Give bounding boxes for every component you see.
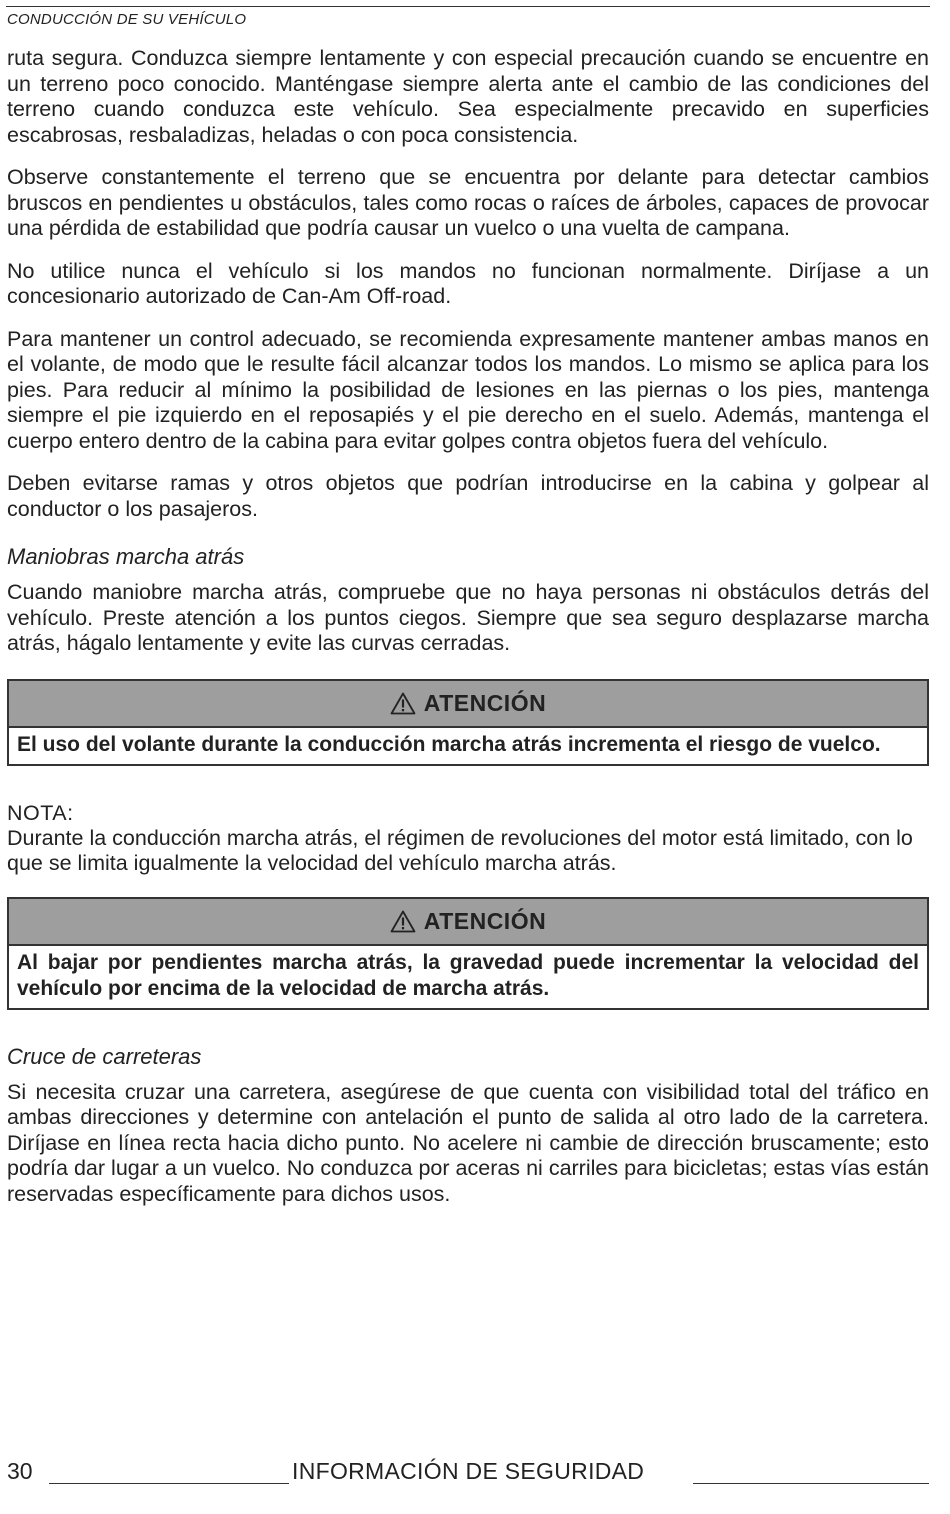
section-heading-reverse: Maniobras marcha atrás <box>7 544 245 569</box>
running-head: CONDUCCIÓN DE SU VEHÍCULO <box>7 11 247 28</box>
body-paragraph: No utilice nunca el vehículo si los mandos no funcionan normalmente. Diríjase a un concesionario autorizado de Can-Am Off-road. <box>7 258 929 308</box>
warning-triangle-icon <box>390 692 416 715</box>
warning-text: Al bajar por pendientes marcha atrás, la gravedad puede incrementar la velocidad del vehículo por encima de la velocidad de marcha atrás. <box>17 950 919 1000</box>
warning-box <box>7 897 929 1010</box>
footer-section-title: INFORMACIÓN DE SEGURIDAD <box>292 1458 645 1484</box>
note-label: NOTA: <box>7 800 74 825</box>
warning-triangle-icon <box>390 910 416 933</box>
warning-title: ATENCIÓN <box>423 689 547 716</box>
warning-header <box>9 899 927 946</box>
footer-rule-left <box>49 1483 289 1484</box>
footer-rule-right <box>693 1483 929 1484</box>
header-rule <box>6 6 930 7</box>
body-paragraph: Cuando maniobre marcha atrás, compruebe que no haya personas ni obstáculos detrás del vehículo. Preste atención a los puntos ciegos. Siempre que sea seguro desplazarse marcha atrás, hágalo lentamente y evite las curvas cerradas. <box>7 580 929 655</box>
page-content <box>7 46 929 1224</box>
note-text: Durante la conducción marcha atrás, el régimen de revoluciones del motor está limitado, con lo que se limita igualmente la velocidad del vehículo marcha atrás. <box>7 825 913 875</box>
body-paragraph: Para mantener un control adecuado, se recomienda expresamente mantener ambas manos en el volante, de modo que le resulte fácil alcanzar todos los mandos. Lo mismo se aplica para los pies. Para reducir al mínimo la posibilidad de lesiones en las piernas o los pies, mantenga siempre el pie izquierdo en el reposapiés y el pie derecho en el suelo. Además, mantenga el cuerpo entero dentro de la cabina para evitar golpes contra objetos fuera del vehículo. <box>7 326 929 453</box>
section-heading-crossing: Cruce de carreteras <box>7 1043 202 1069</box>
body-paragraph: Deben evitarse ramas y otros objetos que podrían introducirse en la cabina y golpear al conductor o los pasajeros. <box>7 471 929 521</box>
warning-box <box>7 679 929 766</box>
warning-title: ATENCIÓN <box>423 907 547 934</box>
body-paragraph: ruta segura. Conduzca siempre lentamente y con especial precaución cuando se encuentre en un terreno poco conocido. Manténgase siempre alerta ante el cambio de las condiciones del terreno cuando conduzca este vehículo. Sea especialmente precavido en superficies escabrosas, resbaladizas, heladas o con poca consistencia. <box>7 46 929 147</box>
page-footer <box>7 1458 929 1488</box>
body-paragraph: Observe constantemente el terreno que se encuentra por delante para detectar cambios bruscos en pendientes u obstáculos, tales como rocas o raíces de árboles, capaces de provocar una pérdida de estabilidad que podría causar un vuelco o una vuelta de campana. <box>7 165 929 240</box>
page-number: 30 <box>7 1458 33 1484</box>
warning-text: El uso del volante durante la conducción marcha atrás incrementa el riesgo de vuelco. <box>17 732 881 756</box>
body-paragraph: Si necesita cruzar una carretera, asegúrese de que cuenta con visibilidad total del tráfico en ambas direcciones y determine con antelación el punto de salida al otro lado de la carretera. Diríjase en línea recta hacia dicho punto. No acelere ni cambie de dirección bruscamente; esto podría dar lugar a un vuelco. No conduzca por aceras ni carriles para bicicletas; estas vías están reservadas específicamente para dichos usos. <box>7 1079 929 1206</box>
warning-header <box>9 681 927 728</box>
